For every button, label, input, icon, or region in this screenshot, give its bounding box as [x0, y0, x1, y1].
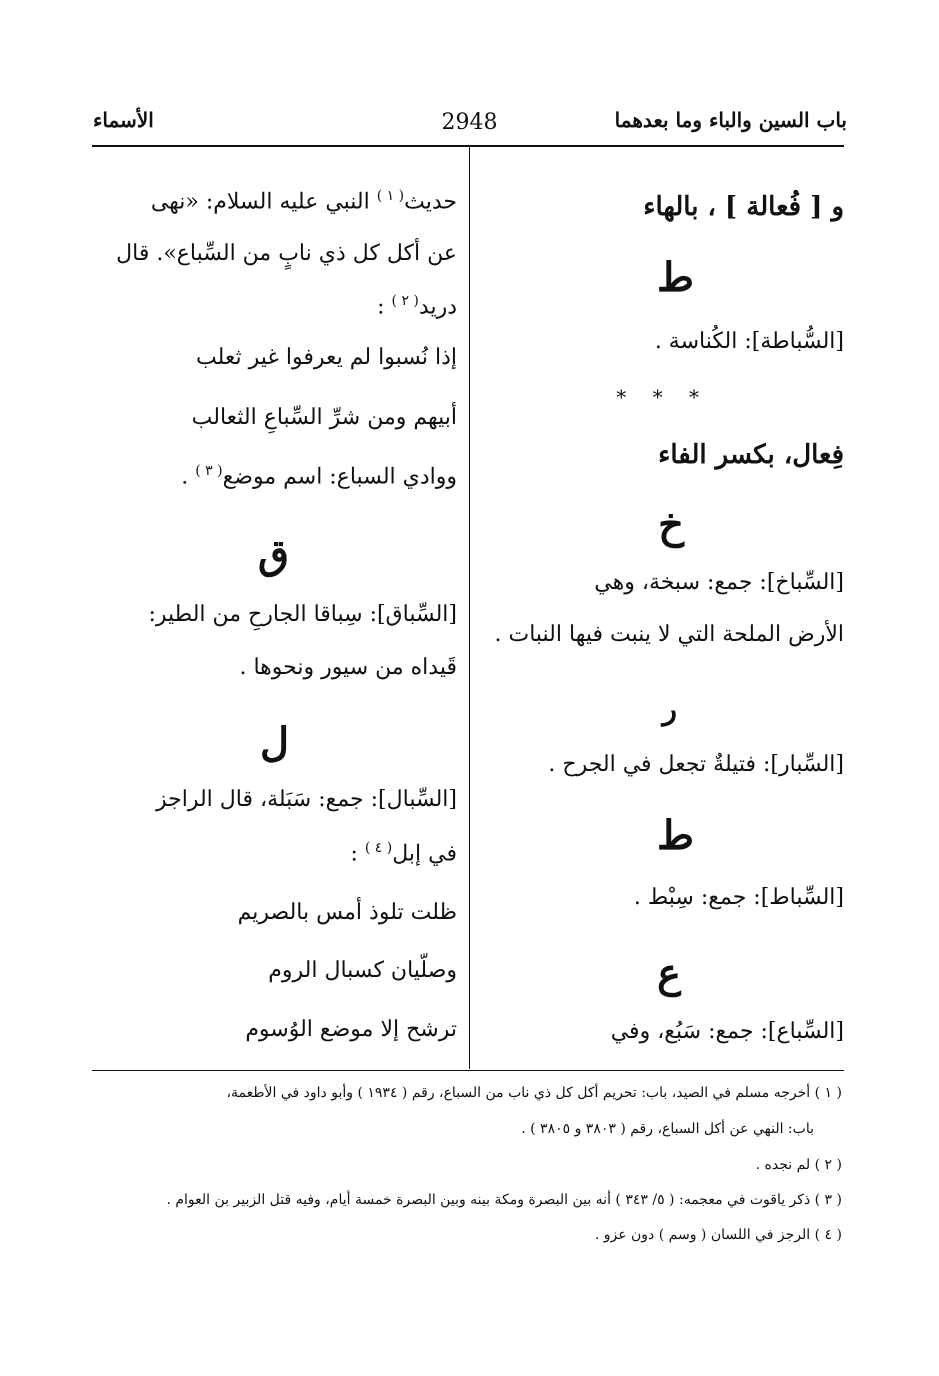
- entry-line: قَيداه من سيور ونحوها .: [239, 655, 457, 680]
- verse-line: أبيهم ومن شرِّ السِّباعِ الثعالب: [191, 405, 457, 430]
- letter-heading: ق: [257, 531, 289, 578]
- section-heading: و [ فُعالة ] ، بالهاء: [643, 192, 844, 222]
- letter-heading: ر: [662, 692, 677, 727]
- footnote-rule: [92, 1070, 844, 1071]
- entry-line: [السِّباط]: جمع: سِبْط .: [633, 885, 844, 910]
- letter-heading: ط: [657, 254, 694, 301]
- footnote-ref[interactable]: ( ٣ ): [195, 463, 223, 479]
- running-head-right: باب السين والباء وما بعدهما: [614, 108, 847, 132]
- header-rule: [92, 145, 844, 147]
- text-run: في إبل: [392, 841, 457, 867]
- text-line: [181, 463, 457, 491]
- footnote: ( ٣ ) ذكر ياقوت في معجمه: ( ٥/ ٣٤٣ ) أنه بين البصرة ومكة بينه وبين البصرة خمسة أيام، وفيه قتل الزبير بن العوام .: [166, 1192, 842, 1208]
- entry-line: [السِّباق]: سِباقا الجارحِ من الطير:: [148, 602, 457, 627]
- verse-line: ترشح إلا موضع الوُسوم: [245, 1017, 457, 1042]
- entry-line: [السِّباخ]: جمع: سبخة، وهي: [594, 570, 844, 595]
- footnote-ref[interactable]: ( ١ ): [376, 188, 405, 204]
- footnote-continuation: باب: النهي عن أكل السباع، رقم ( ٣٨٠٣ و ٣٨٠٥ ) .: [521, 1121, 814, 1137]
- text-run: .: [181, 464, 196, 490]
- running-head-left: الأسماء: [93, 108, 154, 132]
- text-line: [377, 293, 457, 321]
- footnote-ref[interactable]: ( ٢ ): [391, 293, 419, 309]
- verse-line: وصلّيان كسبال الروم: [268, 958, 457, 983]
- footnote: ( ٤ ) الرجز في اللسان ( وسم ) دون عزو .: [594, 1227, 842, 1243]
- letter-heading: ل: [259, 719, 289, 766]
- entry-line: [السِّباع]: جمع: سَبُع، وفي: [610, 1019, 844, 1044]
- text-line: عن أكل كل ذي نابٍ من السِّباع». قال: [116, 241, 457, 266]
- text-run: :: [377, 294, 392, 320]
- column-divider: [469, 147, 470, 1069]
- section-heading: فِعال، بكسر الفاء: [658, 440, 844, 470]
- text-run: حديث: [404, 189, 457, 215]
- text-run: النبي عليه السلام: «نهى: [150, 189, 377, 215]
- entry-line: [السِّبار]: فتيلةٌ تجعل في الجرح .: [548, 752, 844, 777]
- footnote: ( ٢ ) لم نجده .: [755, 1157, 842, 1173]
- page-number: 2948: [441, 110, 498, 135]
- text-line: [350, 840, 457, 868]
- entry-line: الأرض الملحة التي لا ينبت فيها النبات .: [494, 622, 844, 647]
- separator-stars: * * *: [616, 385, 709, 409]
- letter-heading: ع: [657, 950, 681, 997]
- text-run: :: [350, 841, 365, 867]
- entry-line: [السِّبال]: جمع: سَبَلة، قال الراجز: [155, 787, 457, 812]
- footnote-ref[interactable]: ( ٤ ): [364, 840, 393, 856]
- verse-line: إذا نُسبوا لم يعرفوا غير ثعلب: [196, 345, 457, 370]
- text-run: دريد: [418, 294, 457, 320]
- letter-heading: خ: [658, 501, 684, 548]
- verse-line: ظلت تلوذ أمس بالصريم: [237, 900, 457, 925]
- letter-heading: ط: [657, 812, 694, 859]
- footnote: ( ١ ) أخرجه مسلم في الصيد، باب: تحريم أكل كل ذي ناب من السباع، رقم ( ١٩٣٤ ) وأبو داود في الأطعمة،: [226, 1085, 842, 1101]
- text-run: ووادي السباع: اسم موضع: [222, 464, 457, 490]
- text-line: [151, 188, 457, 216]
- entry-line: [السُّباطة]: الكُناسة .: [654, 329, 844, 354]
